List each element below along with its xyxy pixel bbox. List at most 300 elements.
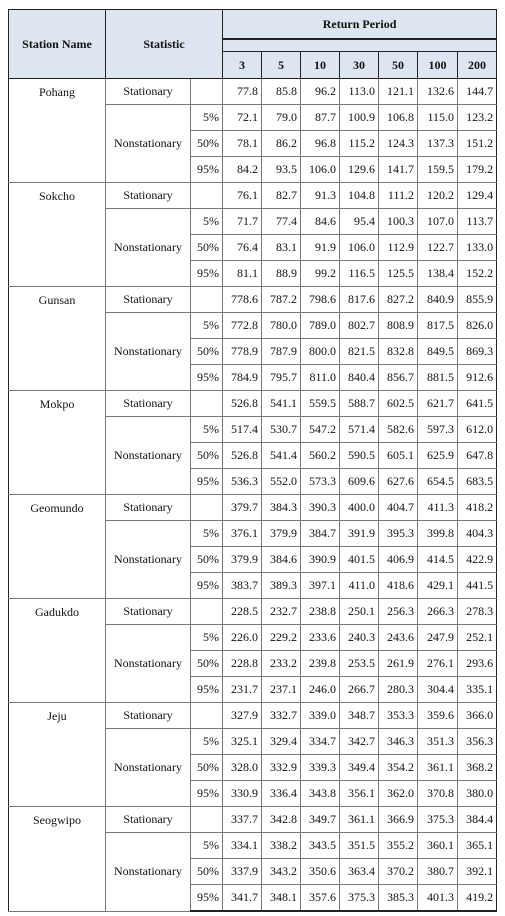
value-cell: 106.8 bbox=[379, 105, 418, 131]
value-cell: 337.7 bbox=[223, 807, 262, 833]
table-body bbox=[9, 79, 497, 912]
value-cell: 250.1 bbox=[340, 599, 379, 625]
value-cell: 137.3 bbox=[418, 131, 458, 157]
table-row bbox=[9, 599, 497, 625]
value-cell: 418.6 bbox=[379, 573, 418, 599]
value-cell: 91.9 bbox=[301, 235, 340, 261]
value-cell: 228.5 bbox=[223, 599, 262, 625]
return-period-table bbox=[8, 9, 497, 912]
value-cell: 330.9 bbox=[223, 781, 262, 807]
value-cell: 560.2 bbox=[301, 443, 340, 469]
percentile-empty-cell bbox=[191, 287, 223, 313]
value-cell: 380.7 bbox=[418, 859, 458, 885]
value-cell: 530.7 bbox=[262, 417, 301, 443]
station-name-cell: Gadukdo bbox=[9, 599, 106, 703]
value-cell: 360.1 bbox=[418, 833, 458, 859]
statistic-stationary-cell: Stationary bbox=[106, 183, 191, 209]
value-cell: 341.7 bbox=[223, 885, 262, 912]
percentile-cell: 5% bbox=[191, 833, 223, 859]
value-cell: 849.5 bbox=[418, 339, 458, 365]
value-cell: 517.4 bbox=[223, 417, 262, 443]
value-cell: 226.0 bbox=[223, 625, 262, 651]
value-cell: 384.7 bbox=[301, 521, 340, 547]
value-cell: 400.0 bbox=[340, 495, 379, 521]
percentile-empty-cell bbox=[191, 79, 223, 105]
value-cell: 808.9 bbox=[379, 313, 418, 339]
value-cell: 179.2 bbox=[458, 157, 497, 183]
table-row bbox=[9, 703, 497, 729]
value-cell: 627.6 bbox=[379, 469, 418, 495]
value-cell: 129.4 bbox=[458, 183, 497, 209]
value-cell: 375.3 bbox=[418, 807, 458, 833]
value-cell: 81.1 bbox=[223, 261, 262, 287]
value-cell: 817.6 bbox=[340, 287, 379, 313]
header-period: 3 bbox=[223, 52, 262, 79]
value-cell: 588.7 bbox=[340, 391, 379, 417]
value-cell: 253.5 bbox=[340, 651, 379, 677]
value-cell: 429.1 bbox=[418, 573, 458, 599]
value-cell: 391.9 bbox=[340, 521, 379, 547]
value-cell: 76.4 bbox=[223, 235, 262, 261]
value-cell: 401.5 bbox=[340, 547, 379, 573]
value-cell: 821.5 bbox=[340, 339, 379, 365]
value-cell: 278.3 bbox=[458, 599, 497, 625]
value-cell: 93.5 bbox=[262, 157, 301, 183]
header-period: 5 bbox=[262, 52, 301, 79]
value-cell: 329.4 bbox=[262, 729, 301, 755]
value-cell: 356.3 bbox=[458, 729, 497, 755]
value-cell: 243.6 bbox=[379, 625, 418, 651]
value-cell: 536.3 bbox=[223, 469, 262, 495]
value-cell: 121.1 bbox=[379, 79, 418, 105]
percentile-cell: 5% bbox=[191, 521, 223, 547]
value-cell: 240.3 bbox=[340, 625, 379, 651]
value-cell: 86.2 bbox=[262, 131, 301, 157]
value-cell: 343.2 bbox=[262, 859, 301, 885]
statistic-stationary-cell: Stationary bbox=[106, 807, 191, 833]
value-cell: 541.4 bbox=[262, 443, 301, 469]
percentile-empty-cell bbox=[191, 703, 223, 729]
value-cell: 99.2 bbox=[301, 261, 340, 287]
value-cell: 869.3 bbox=[458, 339, 497, 365]
value-cell: 334.1 bbox=[223, 833, 262, 859]
value-cell: 231.7 bbox=[223, 677, 262, 703]
value-cell: 348.7 bbox=[340, 703, 379, 729]
value-cell: 237.1 bbox=[262, 677, 301, 703]
value-cell: 359.6 bbox=[418, 703, 458, 729]
percentile-cell: 50% bbox=[191, 651, 223, 677]
value-cell: 343.5 bbox=[301, 833, 340, 859]
value-cell: 800.0 bbox=[301, 339, 340, 365]
value-cell: 375.3 bbox=[340, 885, 379, 912]
station-name-cell: Seogwipo bbox=[9, 807, 106, 912]
value-cell: 419.2 bbox=[458, 885, 497, 912]
value-cell: 590.5 bbox=[340, 443, 379, 469]
station-name-cell: Gunsan bbox=[9, 287, 106, 391]
value-cell: 380.0 bbox=[458, 781, 497, 807]
value-cell: 325.1 bbox=[223, 729, 262, 755]
statistic-nonstationary-cell: Nonstationary bbox=[106, 729, 191, 807]
value-cell: 370.2 bbox=[379, 859, 418, 885]
value-cell: 384.3 bbox=[262, 495, 301, 521]
value-cell: 826.0 bbox=[458, 313, 497, 339]
statistic-stationary-cell: Stationary bbox=[106, 79, 191, 105]
header-period: 200 bbox=[458, 52, 497, 79]
value-cell: 401.3 bbox=[418, 885, 458, 912]
value-cell: 349.7 bbox=[301, 807, 340, 833]
value-cell: 683.5 bbox=[458, 469, 497, 495]
value-cell: 602.5 bbox=[379, 391, 418, 417]
value-cell: 390.9 bbox=[301, 547, 340, 573]
value-cell: 881.5 bbox=[418, 365, 458, 391]
table-row bbox=[9, 79, 497, 105]
value-cell: 778.9 bbox=[223, 339, 262, 365]
percentile-cell: 50% bbox=[191, 547, 223, 573]
value-cell: 122.7 bbox=[418, 235, 458, 261]
table-row bbox=[9, 391, 497, 417]
value-cell: 91.3 bbox=[301, 183, 340, 209]
value-cell: 100.3 bbox=[379, 209, 418, 235]
statistic-nonstationary-cell: Nonstationary bbox=[106, 417, 191, 495]
value-cell: 124.3 bbox=[379, 131, 418, 157]
percentile-cell: 95% bbox=[191, 677, 223, 703]
value-cell: 621.7 bbox=[418, 391, 458, 417]
table-row bbox=[9, 183, 497, 209]
value-cell: 349.4 bbox=[340, 755, 379, 781]
value-cell: 141.7 bbox=[379, 157, 418, 183]
value-cell: 368.2 bbox=[458, 755, 497, 781]
value-cell: 229.2 bbox=[262, 625, 301, 651]
percentile-cell: 5% bbox=[191, 417, 223, 443]
value-cell: 384.6 bbox=[262, 547, 301, 573]
value-cell: 541.1 bbox=[262, 391, 301, 417]
value-cell: 266.7 bbox=[340, 677, 379, 703]
value-cell: 113.0 bbox=[340, 79, 379, 105]
value-cell: 370.8 bbox=[418, 781, 458, 807]
value-cell: 96.8 bbox=[301, 131, 340, 157]
value-cell: 85.8 bbox=[262, 79, 301, 105]
value-cell: 106.0 bbox=[301, 157, 340, 183]
value-cell: 152.2 bbox=[458, 261, 497, 287]
value-cell: 612.0 bbox=[458, 417, 497, 443]
value-cell: 96.2 bbox=[301, 79, 340, 105]
value-cell: 111.2 bbox=[379, 183, 418, 209]
value-cell: 363.4 bbox=[340, 859, 379, 885]
value-cell: 547.2 bbox=[301, 417, 340, 443]
value-cell: 385.3 bbox=[379, 885, 418, 912]
statistic-stationary-cell: Stationary bbox=[106, 703, 191, 729]
value-cell: 414.5 bbox=[418, 547, 458, 573]
value-cell: 365.1 bbox=[458, 833, 497, 859]
value-cell: 107.0 bbox=[418, 209, 458, 235]
value-cell: 76.1 bbox=[223, 183, 262, 209]
value-cell: 339.3 bbox=[301, 755, 340, 781]
value-cell: 384.4 bbox=[458, 807, 497, 833]
table-row bbox=[9, 287, 497, 313]
value-cell: 328.0 bbox=[223, 755, 262, 781]
value-cell: 778.6 bbox=[223, 287, 262, 313]
value-cell: 339.0 bbox=[301, 703, 340, 729]
value-cell: 144.7 bbox=[458, 79, 497, 105]
value-cell: 361.1 bbox=[340, 807, 379, 833]
value-cell: 84.6 bbox=[301, 209, 340, 235]
value-cell: 397.1 bbox=[301, 573, 340, 599]
value-cell: 795.7 bbox=[262, 365, 301, 391]
value-cell: 780.0 bbox=[262, 313, 301, 339]
percentile-cell: 50% bbox=[191, 443, 223, 469]
value-cell: 772.8 bbox=[223, 313, 262, 339]
value-cell: 840.4 bbox=[340, 365, 379, 391]
percentile-cell: 5% bbox=[191, 209, 223, 235]
value-cell: 559.5 bbox=[301, 391, 340, 417]
table-row bbox=[9, 495, 497, 521]
value-cell: 87.7 bbox=[301, 105, 340, 131]
header-period: 100 bbox=[418, 52, 458, 79]
value-cell: 422.9 bbox=[458, 547, 497, 573]
percentile-cell: 50% bbox=[191, 755, 223, 781]
value-cell: 238.8 bbox=[301, 599, 340, 625]
table-header bbox=[9, 10, 497, 79]
value-cell: 337.9 bbox=[223, 859, 262, 885]
value-cell: 366.9 bbox=[379, 807, 418, 833]
percentile-cell: 50% bbox=[191, 131, 223, 157]
value-cell: 379.9 bbox=[262, 521, 301, 547]
value-cell: 332.7 bbox=[262, 703, 301, 729]
value-cell: 404.7 bbox=[379, 495, 418, 521]
value-cell: 232.7 bbox=[262, 599, 301, 625]
value-cell: 573.3 bbox=[301, 469, 340, 495]
value-cell: 133.0 bbox=[458, 235, 497, 261]
header-statistic: Statistic bbox=[106, 10, 223, 79]
value-cell: 840.9 bbox=[418, 287, 458, 313]
percentile-cell: 5% bbox=[191, 625, 223, 651]
value-cell: 912.6 bbox=[458, 365, 497, 391]
value-cell: 855.9 bbox=[458, 287, 497, 313]
value-cell: 252.1 bbox=[458, 625, 497, 651]
value-cell: 71.7 bbox=[223, 209, 262, 235]
value-cell: 353.3 bbox=[379, 703, 418, 729]
station-name-cell: Pohang bbox=[9, 79, 106, 183]
value-cell: 78.1 bbox=[223, 131, 262, 157]
percentile-cell: 95% bbox=[191, 261, 223, 287]
value-cell: 82.7 bbox=[262, 183, 301, 209]
value-cell: 112.9 bbox=[379, 235, 418, 261]
value-cell: 383.7 bbox=[223, 573, 262, 599]
value-cell: 338.2 bbox=[262, 833, 301, 859]
header-station-name: Station Name bbox=[9, 10, 106, 79]
value-cell: 266.3 bbox=[418, 599, 458, 625]
value-cell: 798.6 bbox=[301, 287, 340, 313]
value-cell: 346.3 bbox=[379, 729, 418, 755]
value-cell: 355.2 bbox=[379, 833, 418, 859]
value-cell: 609.6 bbox=[340, 469, 379, 495]
percentile-empty-cell bbox=[191, 183, 223, 209]
value-cell: 159.5 bbox=[418, 157, 458, 183]
percentile-cell: 50% bbox=[191, 235, 223, 261]
statistic-stationary-cell: Stationary bbox=[106, 391, 191, 417]
header-period: 10 bbox=[301, 52, 340, 79]
value-cell: 366.0 bbox=[458, 703, 497, 729]
value-cell: 379.9 bbox=[223, 547, 262, 573]
value-cell: 83.1 bbox=[262, 235, 301, 261]
percentile-cell: 95% bbox=[191, 365, 223, 391]
value-cell: 354.2 bbox=[379, 755, 418, 781]
station-name-cell: Jeju bbox=[9, 703, 106, 807]
station-name-cell: Mokpo bbox=[9, 391, 106, 495]
percentile-empty-cell bbox=[191, 599, 223, 625]
value-cell: 811.0 bbox=[301, 365, 340, 391]
value-cell: 233.2 bbox=[262, 651, 301, 677]
value-cell: 418.2 bbox=[458, 495, 497, 521]
table-row bbox=[9, 807, 497, 833]
header-period: 30 bbox=[340, 52, 379, 79]
value-cell: 625.9 bbox=[418, 443, 458, 469]
value-cell: 239.8 bbox=[301, 651, 340, 677]
value-cell: 261.9 bbox=[379, 651, 418, 677]
header-period: 50 bbox=[379, 52, 418, 79]
percentile-cell: 5% bbox=[191, 105, 223, 131]
statistic-nonstationary-cell: Nonstationary bbox=[106, 313, 191, 391]
value-cell: 357.6 bbox=[301, 885, 340, 912]
value-cell: 351.3 bbox=[418, 729, 458, 755]
value-cell: 641.5 bbox=[458, 391, 497, 417]
value-cell: 654.5 bbox=[418, 469, 458, 495]
value-cell: 390.3 bbox=[301, 495, 340, 521]
value-cell: 389.3 bbox=[262, 573, 301, 599]
value-cell: 72.1 bbox=[223, 105, 262, 131]
value-cell: 552.0 bbox=[262, 469, 301, 495]
value-cell: 411.3 bbox=[418, 495, 458, 521]
value-cell: 115.2 bbox=[340, 131, 379, 157]
value-cell: 95.4 bbox=[340, 209, 379, 235]
value-cell: 247.9 bbox=[418, 625, 458, 651]
value-cell: 787.9 bbox=[262, 339, 301, 365]
percentile-cell: 95% bbox=[191, 781, 223, 807]
value-cell: 832.8 bbox=[379, 339, 418, 365]
value-cell: 88.9 bbox=[262, 261, 301, 287]
percentile-empty-cell bbox=[191, 807, 223, 833]
percentile-cell: 95% bbox=[191, 885, 223, 912]
value-cell: 342.7 bbox=[340, 729, 379, 755]
value-cell: 362.0 bbox=[379, 781, 418, 807]
header-return-period-rule bbox=[223, 39, 497, 52]
percentile-cell: 5% bbox=[191, 313, 223, 339]
value-cell: 129.6 bbox=[340, 157, 379, 183]
value-cell: 789.0 bbox=[301, 313, 340, 339]
value-cell: 441.5 bbox=[458, 573, 497, 599]
value-cell: 787.2 bbox=[262, 287, 301, 313]
value-cell: 332.9 bbox=[262, 755, 301, 781]
value-cell: 151.2 bbox=[458, 131, 497, 157]
value-cell: 123.2 bbox=[458, 105, 497, 131]
value-cell: 79.0 bbox=[262, 105, 301, 131]
value-cell: 356.1 bbox=[340, 781, 379, 807]
statistic-nonstationary-cell: Nonstationary bbox=[106, 209, 191, 287]
percentile-cell: 95% bbox=[191, 573, 223, 599]
value-cell: 233.6 bbox=[301, 625, 340, 651]
percentile-empty-cell bbox=[191, 391, 223, 417]
station-name-cell: Sokcho bbox=[9, 183, 106, 287]
percentile-cell: 50% bbox=[191, 339, 223, 365]
value-cell: 276.1 bbox=[418, 651, 458, 677]
statistic-nonstationary-cell: Nonstationary bbox=[106, 625, 191, 703]
value-cell: 348.1 bbox=[262, 885, 301, 912]
percentile-empty-cell bbox=[191, 495, 223, 521]
value-cell: 228.8 bbox=[223, 651, 262, 677]
value-cell: 327.9 bbox=[223, 703, 262, 729]
statistic-nonstationary-cell: Nonstationary bbox=[106, 521, 191, 599]
value-cell: 605.1 bbox=[379, 443, 418, 469]
value-cell: 246.0 bbox=[301, 677, 340, 703]
value-cell: 379.7 bbox=[223, 495, 262, 521]
statistic-nonstationary-cell: Nonstationary bbox=[106, 833, 191, 912]
value-cell: 817.5 bbox=[418, 313, 458, 339]
value-cell: 343.8 bbox=[301, 781, 340, 807]
statistic-nonstationary-cell: Nonstationary bbox=[106, 105, 191, 183]
value-cell: 802.7 bbox=[340, 313, 379, 339]
value-cell: 361.1 bbox=[418, 755, 458, 781]
value-cell: 115.0 bbox=[418, 105, 458, 131]
value-cell: 293.6 bbox=[458, 651, 497, 677]
value-cell: 395.3 bbox=[379, 521, 418, 547]
value-cell: 106.0 bbox=[340, 235, 379, 261]
value-cell: 784.9 bbox=[223, 365, 262, 391]
value-cell: 335.1 bbox=[458, 677, 497, 703]
value-cell: 120.2 bbox=[418, 183, 458, 209]
value-cell: 827.2 bbox=[379, 287, 418, 313]
percentile-cell: 50% bbox=[191, 859, 223, 885]
value-cell: 526.8 bbox=[223, 391, 262, 417]
value-cell: 582.6 bbox=[379, 417, 418, 443]
value-cell: 350.6 bbox=[301, 859, 340, 885]
value-cell: 399.8 bbox=[418, 521, 458, 547]
value-cell: 104.8 bbox=[340, 183, 379, 209]
value-cell: 125.5 bbox=[379, 261, 418, 287]
value-cell: 404.3 bbox=[458, 521, 497, 547]
value-cell: 392.1 bbox=[458, 859, 497, 885]
value-cell: 100.9 bbox=[340, 105, 379, 131]
value-cell: 856.7 bbox=[379, 365, 418, 391]
value-cell: 304.4 bbox=[418, 677, 458, 703]
value-cell: 647.8 bbox=[458, 443, 497, 469]
value-cell: 342.8 bbox=[262, 807, 301, 833]
value-cell: 138.4 bbox=[418, 261, 458, 287]
value-cell: 411.0 bbox=[340, 573, 379, 599]
statistic-stationary-cell: Stationary bbox=[106, 599, 191, 625]
value-cell: 77.8 bbox=[223, 79, 262, 105]
percentile-cell: 95% bbox=[191, 157, 223, 183]
percentile-cell: 95% bbox=[191, 469, 223, 495]
value-cell: 351.5 bbox=[340, 833, 379, 859]
value-cell: 334.7 bbox=[301, 729, 340, 755]
value-cell: 526.8 bbox=[223, 443, 262, 469]
value-cell: 77.4 bbox=[262, 209, 301, 235]
header-return-period: Return Period bbox=[223, 10, 497, 40]
value-cell: 597.3 bbox=[418, 417, 458, 443]
value-cell: 113.7 bbox=[458, 209, 497, 235]
value-cell: 336.4 bbox=[262, 781, 301, 807]
value-cell: 376.1 bbox=[223, 521, 262, 547]
value-cell: 132.6 bbox=[418, 79, 458, 105]
value-cell: 116.5 bbox=[340, 261, 379, 287]
value-cell: 256.3 bbox=[379, 599, 418, 625]
percentile-cell: 5% bbox=[191, 729, 223, 755]
value-cell: 571.4 bbox=[340, 417, 379, 443]
statistic-stationary-cell: Stationary bbox=[106, 287, 191, 313]
value-cell: 84.2 bbox=[223, 157, 262, 183]
value-cell: 406.9 bbox=[379, 547, 418, 573]
station-name-cell: Geomundo bbox=[9, 495, 106, 599]
